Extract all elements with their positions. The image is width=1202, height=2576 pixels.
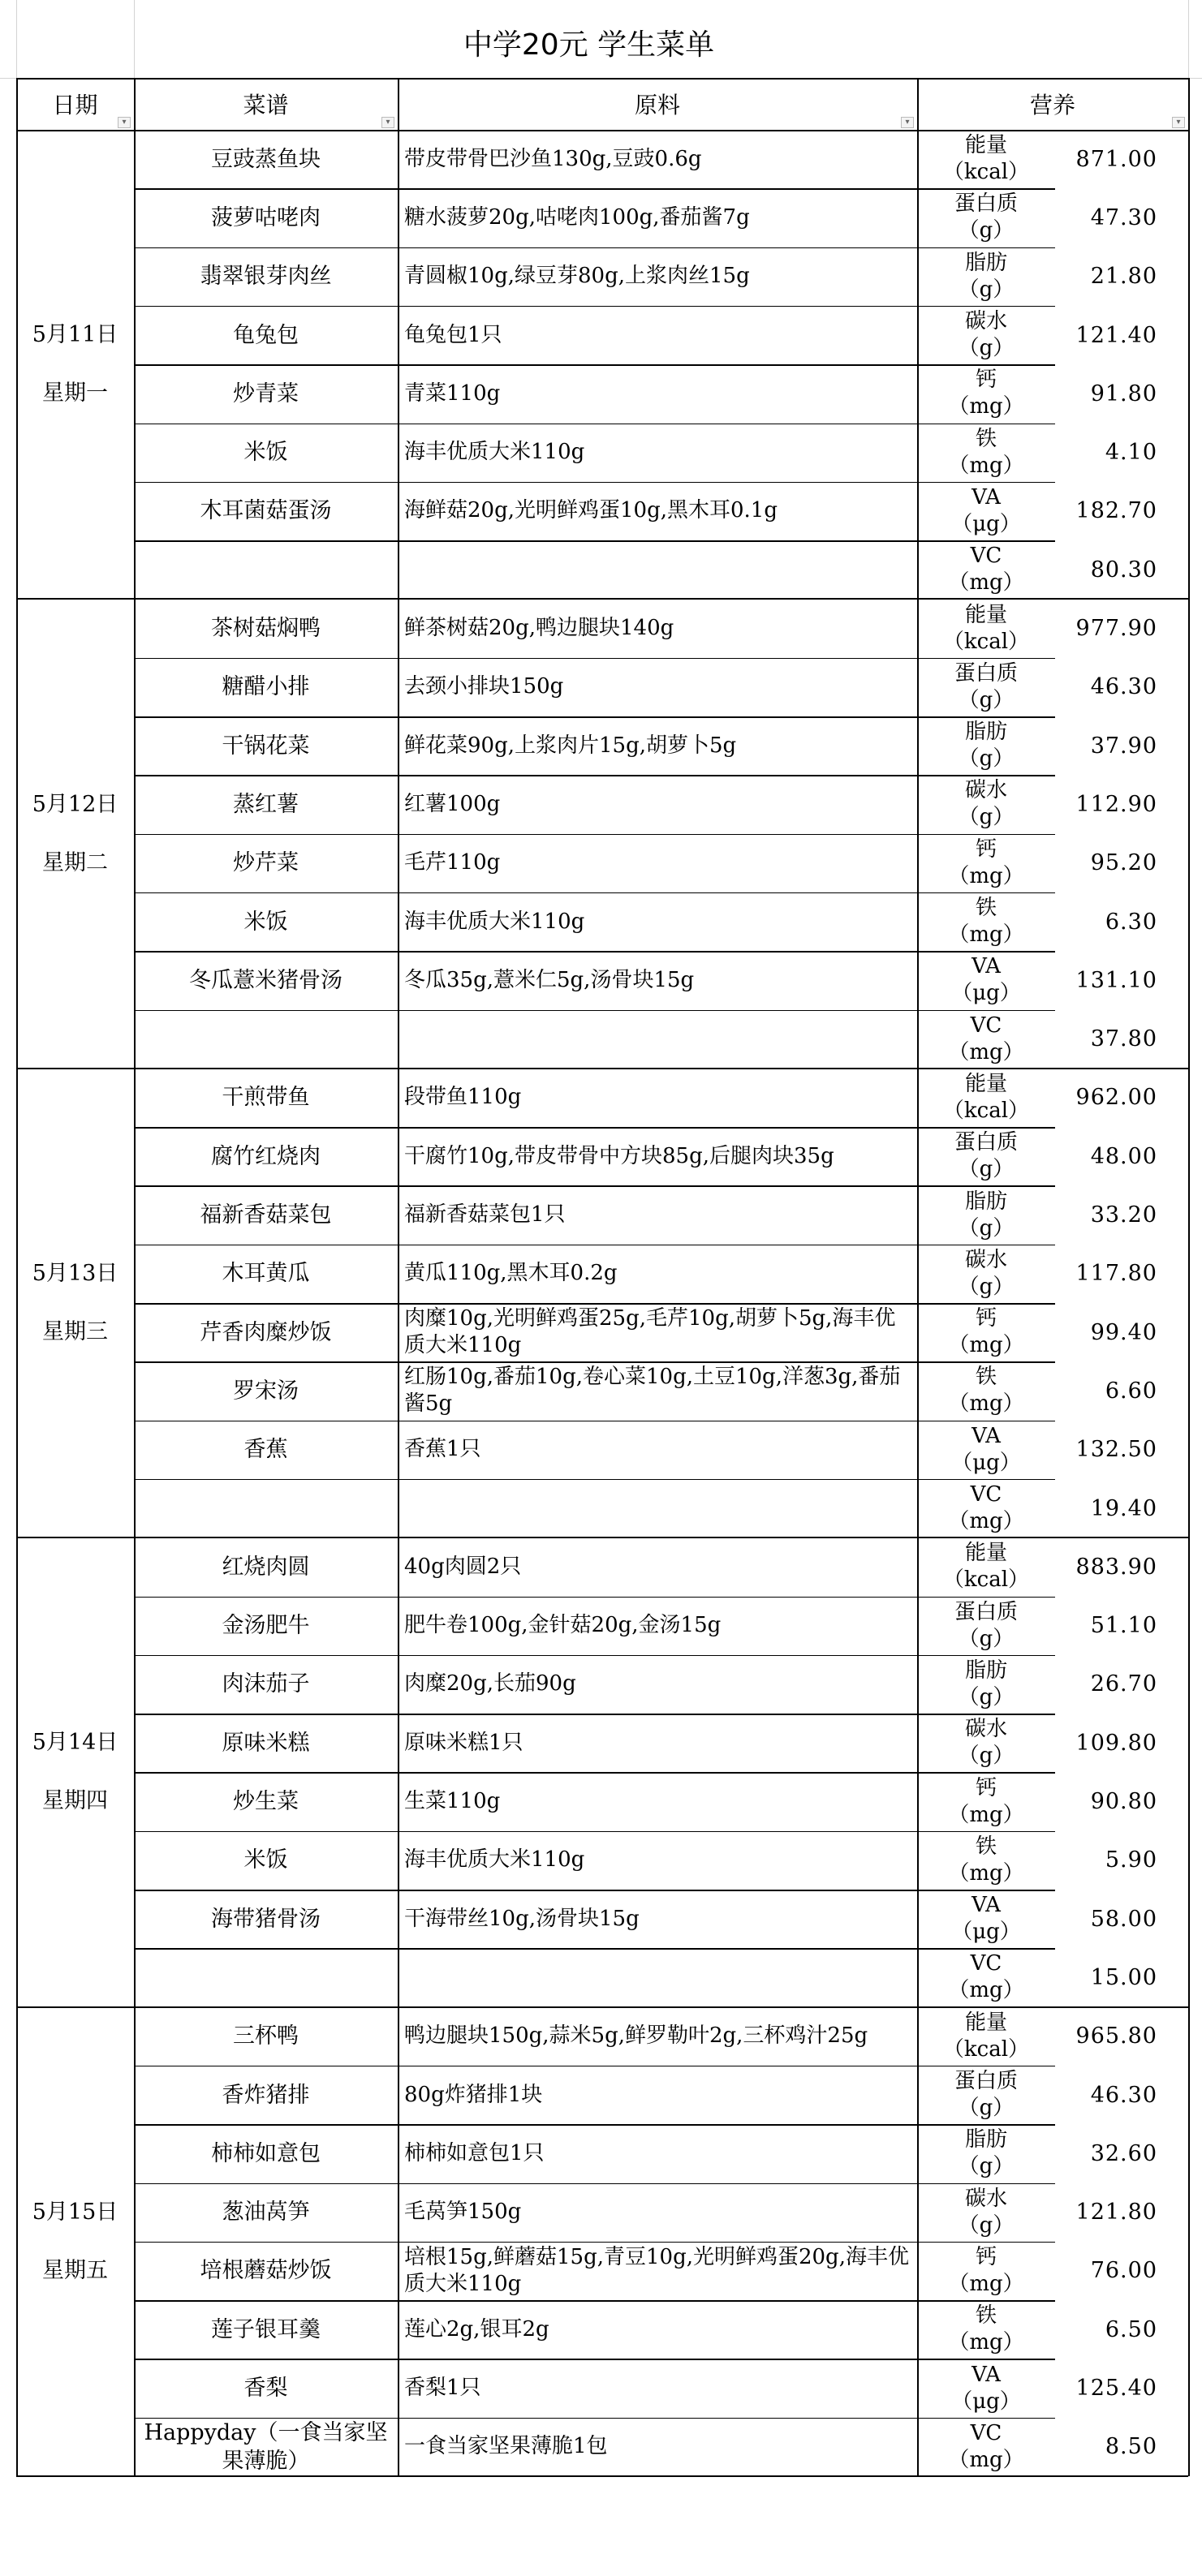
nutrient-value[interactable]: 76.00 [1090,2258,1157,2284]
nutrient-label: 蛋白质 （g） [954,1130,1018,1182]
day-block-col-border [1188,599,1190,1068]
filter-dropdown-icon[interactable]: ▾ [118,117,131,128]
date-label: 5月14日 [32,1730,118,1756]
dish-name[interactable]: 干煎带鱼 [222,1085,310,1111]
day-block-col-border [917,130,919,599]
dish-name[interactable]: 冬瓜薏米猪骨汤 [189,967,343,993]
nutrient-label: 能量 （kcal） [942,1071,1030,1123]
header-col-border-3 [917,78,919,130]
nutrient-label: 脂肪 （g） [958,2127,1015,2179]
nutrient-label: 脂肪 （g） [958,1658,1015,1709]
nutrient-label: 蛋白质 （g） [954,2069,1018,2121]
day-block-col-border [917,599,919,1068]
nutrient-label: VC （mg） [948,544,1024,596]
nutrient-label: 碳水 （g） [958,2186,1015,2238]
nutrient-value[interactable]: 46.30 [1090,674,1157,700]
dish-ingredients[interactable] [398,1479,917,1537]
nutrient-value[interactable]: 6.60 [1105,1378,1157,1404]
dish-name[interactable] [134,1479,398,1537]
dish-name[interactable]: 香蕉 [243,1437,288,1463]
dish-name[interactable]: 福新香菇菜包 [200,1202,332,1228]
date-cell [16,2007,134,2476]
dish-name[interactable] [134,540,398,599]
dish-name[interactable]: 米饭 [243,1847,288,1873]
nutrient-value[interactable]: 19.40 [1090,1495,1157,1521]
dish-name[interactable]: 芹香肉糜炒饭 [200,1319,332,1345]
dish-ingredients[interactable]: 香蕉1只 [404,1437,481,1462]
dish-ingredients[interactable]: 海丰优质大米110g [404,440,585,465]
nutrient-value[interactable]: 109.80 [1075,1730,1157,1756]
dish-name[interactable]: 菠萝咕咾肉 [211,204,321,230]
day-block-col-border [134,2007,136,2476]
dish-name[interactable]: 龟兔包 [233,322,299,348]
filter-dropdown-icon[interactable]: ▾ [901,117,914,128]
nutrient-label: 能量 （kcal） [942,133,1030,185]
dish-ingredients[interactable]: 龟兔包1只 [404,322,502,347]
date-cell [16,130,134,599]
day-block-col-border [917,1069,919,1537]
dish-name[interactable]: 木耳黄瓜 [222,1261,310,1287]
nutrient-value[interactable]: 977.90 [1075,616,1157,642]
dish-name[interactable]: 培根蘑菇炒饭 [200,2258,332,2284]
dish-ingredients[interactable]: 鲜茶树菇20g,鸭边腿块140g [404,616,674,641]
nutrient-value[interactable]: 80.30 [1090,557,1157,583]
header-col-border-4 [1188,78,1190,130]
nutrient-label: 铁 （mg） [948,1365,1024,1417]
nutrient-value[interactable]: 182.70 [1075,498,1157,524]
dish-ingredients[interactable]: 海鲜菇20g,光明鲜鸡蛋10g,黑木耳0.1g [404,498,778,523]
nutrient-value[interactable]: 37.90 [1090,733,1157,759]
dish-ingredients[interactable]: 青菜110g [404,381,501,406]
dish-ingredients[interactable]: 去颈小排块150g [404,674,564,699]
nutrient-label: VC （mg） [948,1482,1024,1534]
nutrient-label: 碳水 （g） [958,309,1015,361]
dish-ingredients[interactable] [398,1948,917,2006]
dish-name[interactable]: 蒸红薯 [233,791,299,817]
dish-ingredients[interactable]: 肉糜20g,长茄90g [404,1671,576,1697]
dish-ingredients[interactable]: 肥牛卷100g,金针菇20g,金汤15g [404,1613,722,1638]
day-block-col-border [1188,1069,1190,1537]
nutrient-value[interactable]: 132.50 [1075,1437,1157,1463]
dish-name[interactable] [134,1010,398,1069]
nutrient-value[interactable]: 6.30 [1105,909,1157,935]
weekday-label: 星期五 [42,2257,108,2283]
nutrient-value[interactable]: 962.00 [1075,1085,1157,1111]
day-block-col-border [1188,130,1190,599]
dish-ingredients[interactable]: 一食当家坚果薄脆1包 [404,2434,608,2459]
dish-ingredients[interactable]: 红薯100g [404,791,501,816]
nutrient-value[interactable]: 5.90 [1105,1847,1157,1873]
nutrient-label: 蛋白质 （g） [954,191,1018,243]
nutrient-label: 钙 （mg） [948,368,1024,419]
dish-name[interactable]: 原味米糕 [222,1730,310,1756]
filter-dropdown-icon[interactable]: ▾ [381,117,394,128]
nutrient-label: 钙 （mg） [948,1306,1024,1358]
nutrient-value[interactable]: 37.80 [1090,1026,1157,1052]
nutrient-value[interactable]: 125.40 [1075,2376,1157,2402]
nutrient-label: 能量 （kcal） [942,2010,1030,2062]
nutrient-label: VA （μg） [951,484,1021,536]
nutrient-label: 铁 （mg） [948,896,1024,948]
header-nutrition[interactable]: 营养 [1029,92,1075,118]
nutrient-label: 钙 （mg） [948,1775,1024,1827]
nutrient-value[interactable]: 26.70 [1090,1671,1157,1697]
dish-ingredients[interactable]: 红肠10g,番茄10g,卷心菜10g,土豆10g,洋葱3g,番茄酱5g [404,1365,901,1417]
day-block-col-border [398,1537,399,2006]
dish-name[interactable]: 炒生菜 [233,1789,299,1815]
nutrient-value[interactable]: 8.50 [1105,2434,1157,2460]
dish-name[interactable]: 葱油莴笋 [222,2200,310,2226]
nutrient-value[interactable]: 95.20 [1090,850,1157,876]
dish-ingredients[interactable]: 香梨1只 [404,2376,481,2401]
dish-ingredients[interactable]: 海丰优质大米110g [404,909,585,934]
dish-name[interactable]: 海带猪骨汤 [211,1906,321,1932]
dish-name[interactable]: 豆豉蒸鱼块 [211,146,321,172]
dish-name[interactable]: 翡翠银芽肉丝 [200,264,332,290]
nutrient-label: VC （mg） [948,1951,1024,2003]
dish-name[interactable]: 罗宋汤 [233,1378,299,1404]
nutrient-label: 碳水 （g） [958,1247,1015,1299]
nutrient-label: VA （μg） [951,954,1021,1006]
dish-ingredients[interactable]: 带皮带骨巴沙鱼130g,豆豉0.6g [404,146,702,171]
weekday-label: 星期二 [42,849,108,875]
dish-ingredients[interactable]: 培根15g,鲜蘑菇15g,青豆10g,光明鲜鸡蛋20g,海丰优质大米110g [404,2244,909,2296]
date-label: 5月15日 [32,2199,118,2225]
dish-name[interactable]: 茶树菇焖鸭 [211,616,321,642]
dish-ingredients[interactable]: 40g肉圆2只 [404,1554,522,1579]
header-ingredients[interactable]: 原料 [634,92,680,118]
day-block-col-border [917,1537,919,2006]
day-block-col-border [1188,2007,1190,2476]
dish-name[interactable]: 红烧肉圆 [222,1554,310,1580]
dish-ingredients[interactable]: 鸭边腿块150g,蒜米5g,鲜罗勒叶2g,三杯鸡汁25g [404,2023,868,2049]
nutrient-label: 脂肪 （g） [958,250,1015,302]
dish-ingredients[interactable]: 鲜花菜90g,上浆肉片15g,胡萝卜5g [404,733,737,758]
nutrient-label: 能量 （kcal） [942,1541,1030,1593]
nutrient-value[interactable]: 46.30 [1090,2082,1157,2108]
day-block-col-border [16,599,18,1068]
page-title: 中学20元 学生菜单 [463,28,715,62]
nutrient-value[interactable]: 58.00 [1090,1906,1157,1932]
nutrient-value[interactable]: 91.80 [1090,381,1157,406]
day-block-col-border [398,1069,399,1537]
nutrient-value[interactable]: 51.10 [1090,1613,1157,1639]
dish-ingredients[interactable]: 干海带丝10g,汤骨块15g [404,1906,640,1931]
date-cell [16,1069,134,1537]
dish-name[interactable]: 米饭 [243,909,288,935]
dish-ingredients[interactable]: 冬瓜35g,薏米仁5g,汤骨块15g [404,967,695,992]
dish-ingredients[interactable]: 80g炸猪排1块 [404,2082,543,2107]
day-block-col-border [16,1069,18,1537]
nutrient-label: VA （μg） [951,2362,1021,2414]
day-block-col-border [134,1537,136,2006]
dish-ingredients[interactable]: 段带鱼110g [404,1085,522,1110]
dish-name[interactable]: 腐竹红烧肉 [211,1143,321,1169]
nutrient-value[interactable]: 99.40 [1090,1319,1157,1345]
dish-name[interactable]: 肉沫茄子 [222,1671,310,1697]
weekday-label: 星期三 [42,1318,108,1344]
dish-ingredients[interactable]: 糖水菠萝20g,咕咾肉100g,番茄酱7g [404,204,750,230]
nutrient-value[interactable]: 117.80 [1075,1261,1157,1287]
nutrient-label: VA （μg） [951,1893,1021,1945]
nutrient-label: 碳水 （g） [958,778,1015,830]
header-col-border-0 [16,78,18,130]
nutrient-label: 钙 （mg） [948,836,1024,888]
header-top-border [16,78,1188,80]
dish-name[interactable]: 米饭 [243,440,288,466]
dish-name[interactable]: 炒青菜 [233,381,299,406]
nutrient-value[interactable]: 121.80 [1075,2200,1157,2226]
day-block-col-border [16,130,18,599]
header-col-border-2 [398,78,399,130]
nutrient-value[interactable]: 4.10 [1105,440,1157,466]
day-block-col-border [917,2007,919,2476]
date-label: 5月12日 [32,791,118,817]
dish-name[interactable]: 香梨 [243,2376,288,2402]
dish-ingredients[interactable]: 海丰优质大米110g [404,1847,585,1873]
day-block-col-border [398,130,399,599]
nutrient-label: 铁 （mg） [948,426,1024,478]
day-block-col-border [1188,1537,1190,2006]
nutrient-value[interactable]: 6.50 [1105,2316,1157,2342]
weekday-label: 星期一 [42,381,108,406]
dish-ingredients[interactable]: 柿柿如意包1只 [404,2140,545,2165]
dish-name[interactable]: 干锅花菜 [222,733,310,759]
dish-ingredients[interactable]: 肉糜10g,光明鲜鸡蛋25g,毛芹10g,胡萝卜5g,海丰优质大米110g [404,1306,896,1358]
nutrient-label: 蛋白质 （g） [954,660,1018,712]
nutrient-value[interactable]: 90.80 [1090,1789,1157,1815]
day-block-col-border [134,599,136,1068]
dish-ingredients[interactable]: 毛莴笋150g [404,2200,522,2225]
nutrient-label: VA （μg） [951,1423,1021,1475]
weekday-label: 星期四 [42,1788,108,1814]
header-dish[interactable]: 菜谱 [243,92,289,118]
nutrient-label: 脂肪 （g） [958,1189,1015,1241]
nutrient-value[interactable]: 21.80 [1090,264,1157,290]
dish-name[interactable]: 糖醋小排 [222,674,310,700]
nutrient-value[interactable]: 33.20 [1090,1202,1157,1228]
nutrient-value[interactable]: 965.80 [1075,2023,1157,2049]
dish-ingredients[interactable] [398,540,917,599]
nutrient-label: 能量 （kcal） [942,602,1030,654]
header-col-border-1 [134,78,136,130]
day-block-col-border [134,130,136,599]
dish-name[interactable]: 香炸猪排 [222,2082,310,2108]
dish-name[interactable]: 木耳菌菇蛋汤 [200,498,332,524]
nutrient-value[interactable]: 883.90 [1075,1554,1157,1580]
nutrient-label: VC （mg） [948,1013,1024,1064]
day-block-col-border [134,1069,136,1537]
grid-line-title-left [134,0,135,78]
date-label: 5月11日 [32,322,118,348]
nutrient-value[interactable]: 131.10 [1075,967,1157,993]
nutrient-label: VC （mg） [948,2420,1024,2472]
dish-ingredients[interactable]: 福新香菇菜包1只 [404,1202,566,1228]
dish-ingredients[interactable]: 干腐竹10g,带皮带骨中方块85g,后腿肉块35g [404,1143,834,1168]
dish-ingredients[interactable]: 青圆椒10g,绿豆芽80g,上浆肉丝15g [404,264,750,289]
nutrient-value[interactable]: 871.00 [1075,146,1157,172]
dish-name[interactable]: 莲子银耳羹 [211,2316,321,2342]
dish-name[interactable]: 炒芹菜 [233,850,299,876]
nutrient-value[interactable]: 15.00 [1090,1964,1157,1990]
day-block-bottom-border [16,2475,1188,2477]
date-cell [16,599,134,1068]
nutrient-value[interactable]: 121.40 [1075,322,1157,348]
dish-ingredients[interactable]: 莲心2g,银耳2g [404,2316,549,2342]
nutrient-label: 铁 （mg） [948,1834,1024,1886]
header-date[interactable]: 日期 [52,92,98,118]
dish-name[interactable]: Happyday（一食当家坚果薄脆） [144,2419,388,2474]
date-cell [16,1537,134,2006]
day-block-col-border [16,1537,18,2006]
dish-ingredients[interactable]: 毛芹110g [404,850,501,875]
dish-ingredients[interactable]: 生菜110g [404,1789,501,1814]
dish-ingredients[interactable]: 黄瓜110g,黑木耳0.2g [404,1261,618,1286]
nutrient-value[interactable]: 48.00 [1090,1143,1157,1169]
day-block-col-border [16,2007,18,2476]
nutrient-label: 铁 （mg） [948,2303,1024,2355]
dish-name[interactable]: 柿柿如意包 [211,2140,321,2166]
dish-name[interactable]: 三杯鸭 [233,2023,299,2049]
dish-ingredients[interactable] [398,1010,917,1069]
nutrient-value[interactable]: 47.30 [1090,204,1157,230]
nutrient-value[interactable]: 112.90 [1075,791,1157,817]
nutrient-label: 钙 （mg） [948,2244,1024,2296]
filter-dropdown-icon[interactable]: ▾ [1172,117,1185,128]
day-block-col-border [398,599,399,1068]
nutrient-label: 蛋白质 （g） [954,1599,1018,1651]
day-block-col-border [398,2007,399,2476]
dish-ingredients[interactable]: 原味米糕1只 [404,1730,523,1755]
dish-name[interactable] [134,1948,398,2006]
nutrient-value[interactable]: 32.60 [1090,2140,1157,2166]
nutrient-label: 脂肪 （g） [958,720,1015,772]
dish-name[interactable]: 金汤肥牛 [222,1613,310,1639]
date-label: 5月13日 [32,1260,118,1286]
nutrient-label: 碳水 （g） [958,1717,1015,1769]
